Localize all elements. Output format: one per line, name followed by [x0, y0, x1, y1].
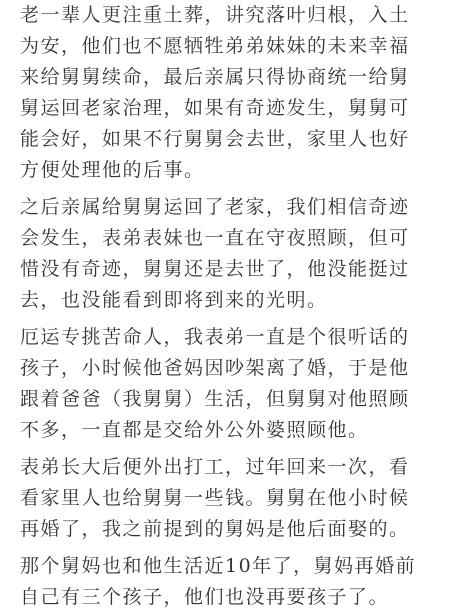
- text-line: 孩子，小时候他爸妈因吵架离了婚，于是他: [20, 357, 410, 379]
- text-line: 能会好，如果不行舅舅会去世，家里人也好: [20, 128, 410, 150]
- text-line: 惜没有奇迹，舅舅还是去世了，他没能挺过: [20, 258, 410, 280]
- paragraph-4: [20, 452, 437, 545]
- text-line: 方便处理他的后事。: [20, 159, 205, 181]
- paragraph-1: [20, 0, 437, 186]
- text-line: 老一辈人更注重土葬，讲究落叶归根，入土: [20, 4, 410, 26]
- text-line: 为安，他们也不愿牺牲弟弟妹妹的未来幸福: [20, 35, 410, 57]
- text-line: 之后亲属给舅舅运回了老家，我们相信奇迹: [20, 196, 410, 218]
- paragraph-3: [20, 322, 437, 446]
- text-line: 厄运专挑苦命人，我表弟一直是个很听话的: [20, 326, 410, 348]
- text-line: 舅运回老家治理，如果有奇迹发生，舅舅可: [20, 97, 410, 119]
- text-line: 来给舅舅续命，最后亲属只得协商统一给舅: [20, 66, 410, 88]
- text-line: 跟着爸爸（我舅舅）生活，但舅舅对他照顾: [20, 388, 410, 410]
- text-line: 会发生，表弟表妹也一直在守夜照顾，但可: [20, 227, 410, 249]
- text-line: 自己有三个孩子，他们也没再要孩子了。: [20, 586, 390, 608]
- paragraph-2: [20, 192, 437, 316]
- text-line: 再婚了，我之前提到的舅妈是他后面娶的。: [20, 518, 410, 540]
- text-line: 表弟长大后便外出打工，过年回来一次，看: [20, 456, 410, 478]
- text-line: 去，也没能看到即将到来的光明。: [20, 289, 328, 311]
- paragraph-5: [20, 551, 437, 613]
- text-line: 那个舅妈也和他生活近10年了，舅妈再婚前: [20, 555, 417, 577]
- text-line: 不多，一直都是交给外公外婆照顾他。: [20, 419, 369, 441]
- text-line: 看家里人也给舅舅一些钱。舅舅在他小时候: [20, 487, 410, 509]
